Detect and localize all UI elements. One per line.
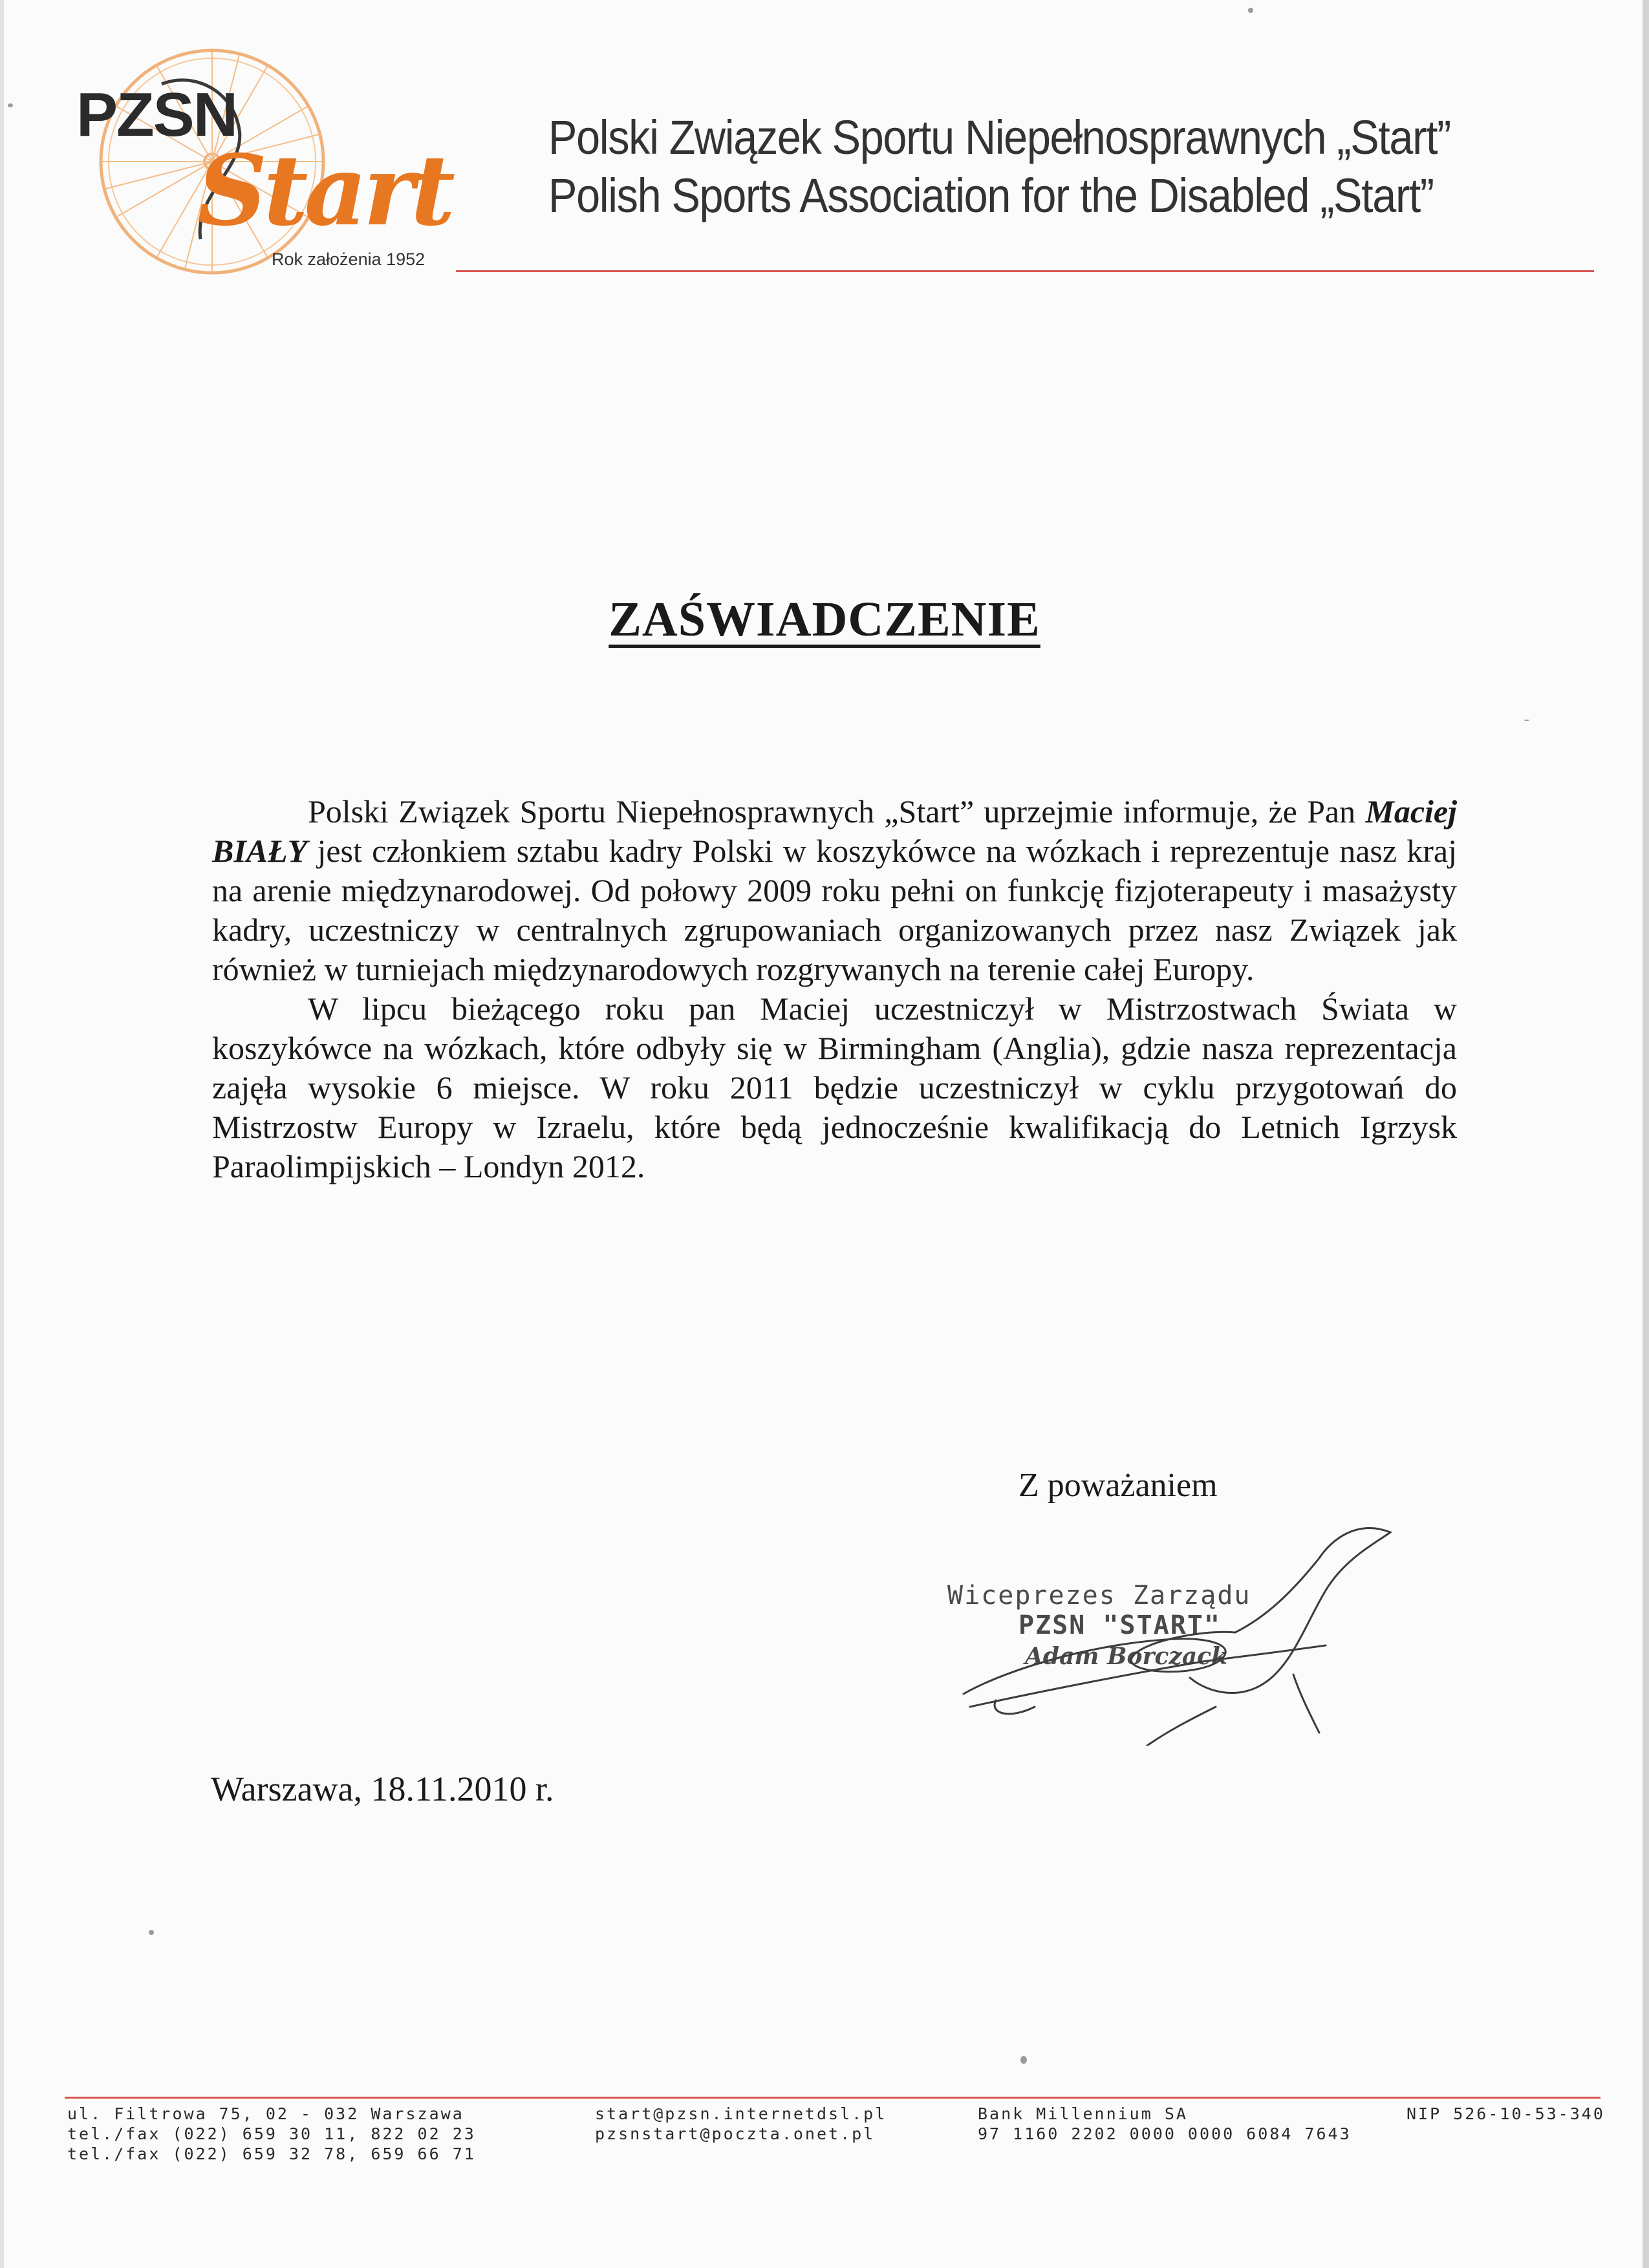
stamp-signatory: Adam Borczack <box>1025 1643 1228 1670</box>
handwritten-signature <box>931 1513 1416 1746</box>
footer-phone-2: tel./fax (022) 659 32 78, 659 66 71 <box>67 2145 476 2163</box>
closing-salutation: Z poważaniem <box>1018 1467 1218 1504</box>
org-name-polish: Polski Związek Sportu Niepełnosprawnych „Start” <box>548 111 1450 164</box>
document-title <box>0 592 1649 647</box>
paragraph-1-rest: jest członkiem sztabu kadry Polski w koszykówce na wózkach i reprezentuje nasz kraj na arenie międzynarodowej. Od połowy 2009 roku pełni on funkcję fizjoterapeuty i masażysty kadry, uczestniczy w centralnych zgrupowaniach organizowanych przez nasz Związek jak również w turniejach międzynarodowych rozgrywanych na terenie całej Europy. <box>212 833 1457 987</box>
footer-email-1: start@pzsn.internetdsl.pl <box>595 2104 887 2123</box>
document-title-text: ZAŚWIADCZENIE <box>609 592 1040 647</box>
stamp-position: Wiceprezes Zarządu <box>947 1581 1251 1610</box>
pzsn-start-logo <box>65 45 453 291</box>
paragraph-1 <box>212 792 1457 989</box>
paragraph-1-intro: Polski Związek Sportu Niepełnosprawnych „Start” uprzejmie informuje, że Pan <box>308 793 1356 829</box>
footer-phone-1: tel./fax (022) 659 30 11, 822 02 23 <box>67 2124 476 2143</box>
organization-names <box>548 109 1551 225</box>
logo-word: Start <box>197 134 452 248</box>
footer-email-block <box>595 2104 887 2144</box>
footer-address-block <box>67 2104 476 2164</box>
scan-speck <box>1524 720 1529 721</box>
scan-speck <box>8 103 13 107</box>
scan-speck <box>149 1930 154 1935</box>
place-and-date: Warszawa, 18.11.2010 r. <box>211 1770 554 1808</box>
logo-founded-year: Rok założenia 1952 <box>272 250 426 269</box>
footer-bank-block <box>978 2104 1352 2144</box>
header-divider <box>456 270 1594 272</box>
paragraph-2: W lipcu bieżącego roku pan Maciej uczestniczył w Mistrzostwach Świata w koszykówce na wózkach, które odbyły się w Birmingham (Anglia), gdzie nasza reprezentacja zajęła wysokie 6 miejsce. W roku 2011 będzie uczestniczył w cyklu przygotowań do Mistrzostw Europy w Izraelu, które będą jednocześnie kwalifikacją do Letnich Igrzysk Paraolimpijskich – Londyn 2012. <box>212 990 1457 1184</box>
person-name: Maciej BIAŁY <box>212 793 1458 869</box>
footer-divider <box>65 2097 1600 2099</box>
footer-tax-block <box>1406 2104 1605 2124</box>
stamp-organization: PZSN "START" <box>1018 1610 1221 1640</box>
footer-nip: NIP 526-10-53-340 <box>1406 2104 1605 2123</box>
logo-acronym: PZSN <box>76 80 237 149</box>
letter-body <box>212 792 1457 1186</box>
footer-email-2: pzsnstart@poczta.onet.pl <box>595 2124 876 2143</box>
footer-address: ul. Filtrowa 75, 02 - 032 Warszawa <box>67 2104 464 2123</box>
footer-bank-name: Bank Millennium SA <box>978 2104 1188 2123</box>
org-name-english: Polish Sports Association for the Disabled „Start” <box>548 169 1434 222</box>
scan-speck <box>1020 2056 1027 2064</box>
scan-speck <box>1248 8 1253 13</box>
signature-icon <box>931 1513 1416 1746</box>
footer-bank-account: 97 1160 2202 0000 0000 6084 7643 <box>978 2124 1352 2143</box>
